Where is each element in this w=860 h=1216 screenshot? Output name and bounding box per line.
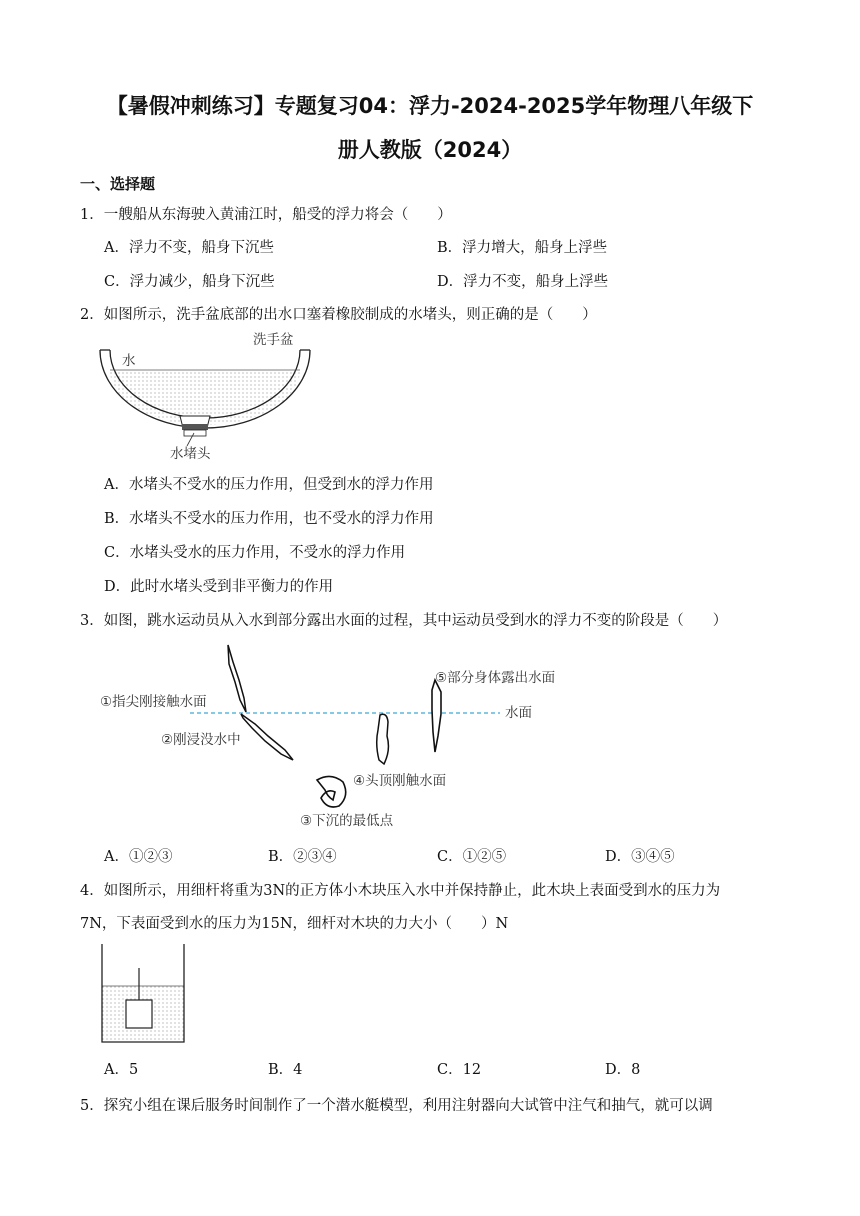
basin-figure bbox=[90, 328, 320, 463]
q3-option-c: C．①②⑤ bbox=[437, 849, 507, 865]
diver-4 bbox=[377, 714, 389, 764]
q4-stem-line-2: 7N，下表面受到水的压力为15N，细杆对木块的力大小（ ）N bbox=[80, 916, 509, 932]
diver-figure bbox=[95, 640, 595, 835]
q4-option-b: B．4 bbox=[268, 1062, 303, 1078]
page-title bbox=[40, 84, 820, 172]
q4-option-a: A．5 bbox=[104, 1062, 139, 1078]
q2-option-b: B．水堵头不受水的压力作用，也不受水的浮力作用 bbox=[104, 511, 434, 527]
diver-5 bbox=[432, 680, 441, 752]
fig-label-surface: 水面 bbox=[505, 705, 532, 721]
q3-option-b: B．②③④ bbox=[268, 849, 337, 865]
title-line-2: 册人教版（2024） bbox=[337, 138, 523, 162]
q3-option-d: D．③④⑤ bbox=[605, 849, 675, 865]
fig-label-water: 水 bbox=[122, 353, 136, 369]
q4-option-c: C．12 bbox=[437, 1062, 482, 1078]
fig-label-stage-5: ⑤部分身体露出水面 bbox=[435, 670, 556, 686]
q4-stem-line-1: 4．如图所示，用细杆将重为3N的正方体小木块压入水中并保持静止，此木块上表面受到水的压力为 bbox=[80, 883, 721, 899]
q2-option-d: D．此时水堵头受到非平衡力的作用 bbox=[104, 579, 334, 595]
diver-3 bbox=[317, 776, 346, 807]
q2-option-a: A．水堵头不受水的压力作用，但受到水的浮力作用 bbox=[104, 477, 434, 493]
q1-option-c: C．浮力减少，船身下沉些 bbox=[104, 274, 275, 290]
container-figure bbox=[98, 942, 188, 1044]
q3-stem: 3．如图，跳水运动员从入水到部分露出水面的过程，其中运动员受到水的浮力不变的阶段是（ ） bbox=[80, 613, 728, 629]
q5-stem: 5．探究小组在课后服务时间制作了一个潜水艇模型，利用注射器向大试管中注气和抽气，就可以调 bbox=[80, 1098, 713, 1114]
fig-label-plug: 水堵头 bbox=[170, 446, 211, 462]
title-line-1: 【暑假冲刺练习】专题复习04：浮力-2024-2025学年物理八年级下 bbox=[106, 94, 754, 118]
q1-option-b: B．浮力增大，船身上浮些 bbox=[437, 240, 608, 256]
diver-2 bbox=[241, 714, 293, 760]
fig-label-stage-4: ④头顶刚触水面 bbox=[353, 773, 447, 789]
section-heading: 一、选择题 bbox=[80, 175, 156, 193]
q2-stem: 2．如图所示，洗手盆底部的出水口塞着橡胶制成的水堵头，则正确的是（ ） bbox=[80, 307, 597, 323]
q4-option-d: D．8 bbox=[605, 1062, 641, 1078]
q1-stem: 1．一艘船从东海驶入黄浦江时，船受的浮力将会（ ） bbox=[80, 207, 452, 223]
fig-label-stage-2: ②刚浸没水中 bbox=[161, 732, 241, 748]
q2-option-c: C．水堵头受水的压力作用，不受水的浮力作用 bbox=[104, 545, 406, 561]
diver-1 bbox=[228, 645, 246, 712]
q1-option-a: A．浮力不变，船身下沉些 bbox=[104, 240, 274, 256]
q3-option-a: A．①②③ bbox=[104, 849, 173, 865]
fig-label-stage-3: ③下沉的最低点 bbox=[300, 813, 394, 829]
q1-option-d: D．浮力不变，船身上浮些 bbox=[437, 274, 609, 290]
fig-label-stage-1: ①指尖刚接触水面 bbox=[100, 694, 207, 710]
fig-label-basin: 洗手盆 bbox=[253, 332, 294, 348]
